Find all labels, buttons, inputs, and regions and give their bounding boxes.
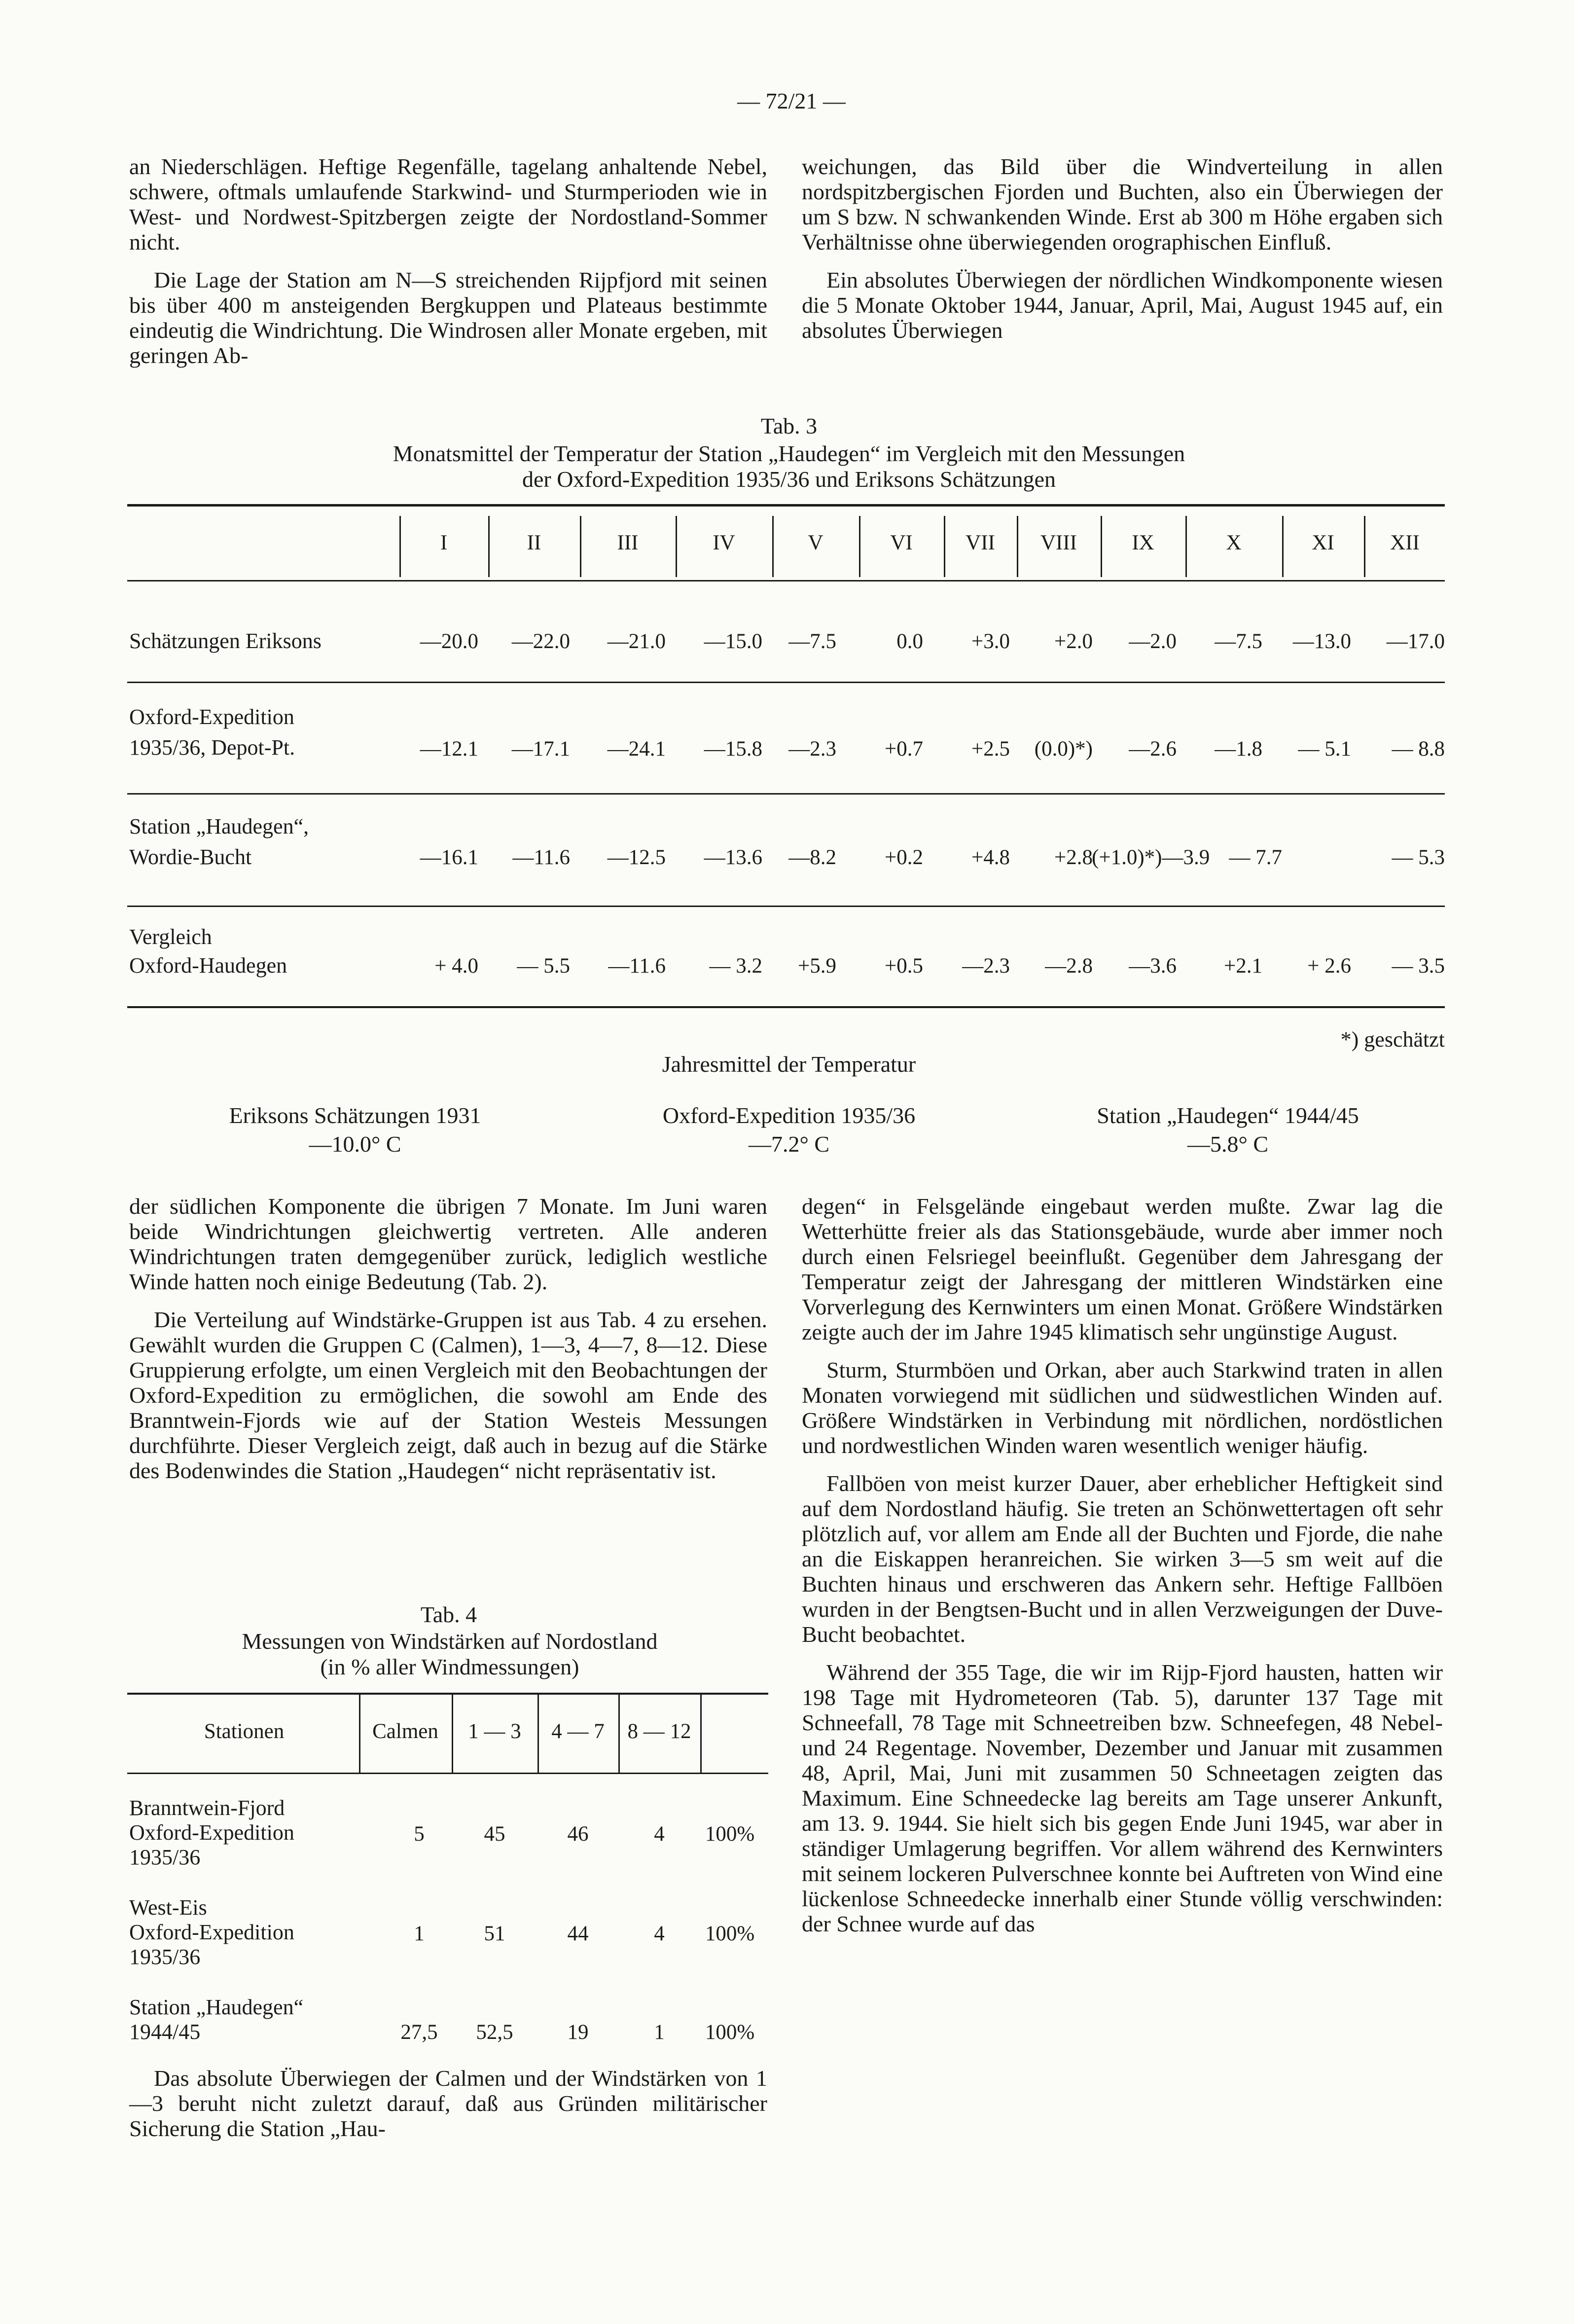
column-header: 8 — 12: [627, 1720, 691, 1743]
table-cell: +0.7: [884, 737, 923, 761]
table-cell: +4.8: [971, 846, 1010, 869]
bottom-left-column-continued: [129, 2066, 767, 2154]
table-cell: + 4.0: [434, 954, 478, 978]
column-header: Stationen: [204, 1720, 285, 1743]
tab4-caption-line1: Messungen von Windstärken auf Nordostland: [242, 1629, 658, 1654]
annual-mean-value: —5.8° C: [1187, 1131, 1269, 1157]
table-cell: — 8.8: [1392, 737, 1445, 761]
annual-mean-value: —7.2° C: [748, 1131, 830, 1157]
tab3-footnote: *) geschätzt: [1340, 1027, 1445, 1052]
tab4-label: Tab. 4: [420, 1602, 477, 1627]
tab3-caption-line1: Monatsmittel der Temperatur der Station „Haudegen“ im Vergleich mit den Messungen: [393, 441, 1185, 466]
table-cell: — 5.1: [1298, 737, 1351, 761]
row-label: 1935/36, Depot-Pt.: [129, 735, 295, 760]
table-cell: 46: [567, 1822, 589, 1846]
table-cell: —1.8: [1215, 737, 1262, 761]
table-cell: 100%: [705, 1922, 755, 1945]
month-header: VIII: [1040, 531, 1077, 554]
table-cell: — 3.2: [709, 954, 762, 978]
row-label: West-Eis: [129, 1895, 207, 1920]
table-cell: —11.6: [512, 846, 570, 869]
month-header: X: [1226, 531, 1242, 554]
month-header: I: [440, 531, 448, 554]
row-label: Oxford-Haudegen: [129, 953, 287, 978]
page-number: — 72/21 —: [737, 88, 846, 113]
table-cell: —16.1: [420, 846, 478, 869]
annual-mean-value: —10.0° C: [309, 1131, 401, 1157]
table-cell: +2.0: [1054, 630, 1093, 653]
table-cell: —21.0: [607, 630, 666, 653]
paragraph: Während der 355 Tage, die wir im Rijp-Fjord hausten, hatten wir 198 Tage mit Hydrometeoren (Tab. 5), darunter 137 Tage mit Schneefall, 78 Tage mit Schneetreiben bzw. Schneefegen, 48 Nebel- und 24 Regentage. November, Dezember und Januar mit zusammen 48, April, Mai, Juni mit zusammen 50 Schneetagen zeigten das Maximum. Eine Schneedecke lag bereits am Tage unserer Ankunft, am 13. 9. 1944. Sie hielt sich bis gegen Ende Juni 1945, war aber in ständiger Umlagerung begriffen. Vor allem während des Kernwinters mit seinem lockeren Pulverschnee konnte bei Auftreten von Wind eine lückenlose Schneedecke innerhalb einer Stunde völlig verschwinden: der Schnee wurde auf das: [802, 1660, 1443, 1936]
row-label: Schätzungen Eriksons: [129, 629, 322, 653]
bottom-right-column: [802, 1194, 1443, 1949]
month-header: V: [808, 531, 823, 554]
table-rule: [127, 504, 1445, 507]
table-cell: —20.0: [420, 630, 478, 653]
table-cell: —15.0: [704, 630, 762, 653]
column-header: 1 — 3: [468, 1720, 521, 1743]
row-label: Oxford-Expedition: [129, 1820, 294, 1845]
column-divider: [700, 1695, 702, 1773]
tab4-caption-line2: (in % aller Windmessungen): [320, 1654, 579, 1679]
table-cell: +0.2: [884, 846, 923, 869]
table-cell: —17.0: [1386, 630, 1445, 653]
top-right-column: [802, 154, 1443, 356]
bottom-left-column: [129, 1194, 767, 1496]
table-cell: — 3.5: [1392, 954, 1445, 978]
table-cell: +3.0: [971, 630, 1010, 653]
table-cell: 100%: [705, 1822, 755, 1846]
table-cell: 27,5: [400, 2021, 438, 2044]
month-header: VII: [966, 531, 995, 554]
table-cell: 5: [414, 1822, 425, 1846]
table-cell: —11.6: [608, 954, 666, 978]
table-cell: + 2.6: [1307, 954, 1351, 978]
month-header: XI: [1312, 531, 1334, 554]
month-header: IV: [713, 531, 735, 554]
table-cell: — 7.7: [1229, 846, 1282, 869]
table-cell: 45: [484, 1822, 505, 1846]
paragraph: degen“ in Felsgelände eingebaut werden mußte. Zwar lag die Wetterhütte freier als das Stationsgebäude, wurde aber immer noch durch einen Felsriegel beeinflußt. Gegenüber dem Jahresgang der Temperatur zeigt der Jahresgang der mittleren Windstärken eine Vorverlegung des Kernwinters um einen Monat. Größere Windstärken zeigte auch der im Jahre 1945 klimatisch sehr ungünstige August.: [802, 1194, 1443, 1344]
annual-mean-name: Eriksons Schätzungen 1931: [229, 1103, 481, 1128]
table-cell: —7.5: [788, 630, 836, 653]
table-cell: —2.0: [1129, 630, 1177, 653]
month-header: II: [527, 531, 541, 554]
paragraph: der südlichen Komponente die übrigen 7 Monate. Im Juni waren beide Windrichtungen gleichwertig vertreten. Alle anderen Windrichtungen traten demgegenüber zurück, lediglich westliche Winde hatten noch einige Bedeutung (Tab. 2).: [129, 1194, 767, 1294]
table-cell: (0.0)*): [1034, 737, 1093, 761]
table-cell: —2.8: [1045, 954, 1093, 978]
table-cell: —24.1: [607, 737, 666, 761]
table-cell: —22.0: [511, 630, 570, 653]
table-rule: [127, 1693, 768, 1695]
paragraph: Die Verteilung auf Windstärke-Gruppen ist aus Tab. 4 zu ersehen. Gewählt wurden die Gruppen C (Calmen), 1—3, 4—7, 8—12. Diese Gruppierung erfolgte, um einen Vergleich mit den Beobachtungen der Oxford-Expedition zu ermöglichen, die sowohl am Ende des Branntwein-Fjords wie auf der Station Westeis Messungen durchführte. Dieser Vergleich zeigt, daß auch in bezug auf die Stärke des Bodenwindes die Station „Haudegen“ nicht repräsentativ ist.: [129, 1307, 767, 1483]
table-cell: —2.6: [1129, 737, 1177, 761]
table-cell: 51: [484, 1922, 505, 1945]
table-cell: —2.3: [788, 737, 836, 761]
table-cell: —2.3: [962, 954, 1010, 978]
top-left-column: [129, 154, 767, 381]
row-label: Oxford-Expedition: [129, 705, 294, 729]
row-label: Wordie-Bucht: [129, 845, 252, 869]
table-rule: [127, 906, 1445, 907]
table-cell: +2.1: [1223, 954, 1262, 978]
table-cell: —12.5: [607, 846, 666, 869]
annual-mean-name: Oxford-Expedition 1935/36: [662, 1103, 916, 1128]
row-label: 1935/36: [129, 1845, 201, 1869]
row-label: Station „Haudegen“,: [129, 814, 309, 838]
row-label: 1935/36: [129, 1945, 201, 1969]
table-cell: 1: [654, 2021, 665, 2044]
paragraph: Fallböen von meist kurzer Dauer, aber erheblicher Heftigkeit sind auf dem Nordostland häufig. Sie treten an Schönwettertagen oft sehr plötzlich auf, vor allem am Ende all der Buchten und Fjorde, die nahe an die Eiskappen heranreichen. Sie wirken 3—5 sm weit auf die Buchten hinaus und erschweren das Ankern sehr. Heftige Fallböen wurden in der Bengtsen-Bucht und in allen Verzweigungen der Duve-Bucht beobachtet.: [802, 1471, 1443, 1647]
table-cell: 52,5: [476, 2021, 513, 2044]
table-cell: —17.1: [511, 737, 570, 761]
row-label: Vergleich: [129, 925, 212, 949]
month-header: VI: [890, 531, 913, 554]
table-cell: 44: [567, 1922, 589, 1945]
row-label: Station „Haudegen“: [129, 1995, 304, 2019]
tab3-caption-line2: der Oxford-Expedition 1935/36 und Eriksons Schätzungen: [522, 467, 1056, 492]
paragraph: Das absolute Überwiegen der Calmen und der Windstärken von 1—3 beruht nicht zuletzt darauf, daß aus Gründen militärischer Sicherung die Station „Hau-: [129, 2066, 767, 2141]
annual-mean-title: Jahresmittel der Temperatur: [662, 1052, 916, 1077]
table-cell: +2.5: [971, 737, 1010, 761]
table-rule: [127, 580, 1445, 581]
month-header: IX: [1132, 531, 1154, 554]
table-cell: —3.6: [1129, 954, 1177, 978]
table-rule: [127, 1006, 1445, 1008]
column-header: 4 — 7: [551, 1720, 605, 1743]
table-cell: —7.5: [1215, 630, 1262, 653]
table-cell: +0.5: [884, 954, 923, 978]
table-cell: 1: [414, 1922, 425, 1945]
paragraph: Ein absolutes Überwiegen der nördlichen Windkomponente wiesen die 5 Monate Oktober 1944, Januar, April, Mai, August 1945 auf, ein absolutes Überwiegen: [802, 267, 1443, 343]
table-cell: —12.1: [420, 737, 478, 761]
table-cell: —8.2: [788, 846, 836, 869]
paragraph: Die Lage der Station am N—S streichenden Rijpfjord mit seinen bis über 400 m ansteigenden Bergkuppen und Plateaus bestimmte eindeutig die Windrichtung. Die Windrosen aller Monate ergeben, mit geringen Ab-: [129, 267, 767, 368]
row-label: Oxford-Expedition: [129, 1920, 294, 1944]
table-cell: — 5.5: [517, 954, 570, 978]
row-label: 1944/45: [129, 2020, 201, 2044]
table-rule: [127, 1773, 768, 1774]
row-label: Branntwein-Fjord: [129, 1796, 285, 1820]
column-header: Calmen: [372, 1720, 438, 1743]
table-rule: [127, 682, 1445, 683]
table-cell: (+1.0)*)—3.9: [1092, 846, 1210, 869]
table-cell: +5.9: [797, 954, 836, 978]
table-cell: — 5.3: [1392, 846, 1445, 869]
table-cell: —13.0: [1292, 630, 1351, 653]
table-cell: —13.6: [704, 846, 762, 869]
annual-mean-name: Station „Haudegen“ 1944/45: [1097, 1103, 1359, 1128]
table-rule: [127, 793, 1445, 795]
paragraph: an Niederschlägen. Heftige Regenfälle, tagelang anhaltende Nebel, schwere, oftmals umlaufende Starkwind- und Sturmperioden wie in West- und Nordwest-Spitzbergen zeigte der Nordostland-Sommer nicht.: [129, 154, 767, 254]
table-cell: 100%: [705, 2021, 755, 2044]
month-header: XII: [1390, 531, 1420, 554]
paragraph: weichungen, das Bild über die Windverteilung in allen nordspitzbergischen Fjorden und Buchten, also ein Überwiegen der um S bzw. N schwankenden Winde. Erst ab 300 m Höhe ergaben sich Verhältnisse ohne überwiegenden orographischen Einfluß.: [802, 154, 1443, 254]
table-cell: —15.8: [704, 737, 762, 761]
table-cell: +2.8: [1054, 846, 1093, 869]
month-header: III: [617, 531, 639, 554]
tab3-label: Tab. 3: [760, 413, 818, 438]
table-cell: 4: [654, 1922, 665, 1945]
table-cell: 19: [567, 2021, 589, 2044]
paragraph: Sturm, Sturmböen und Orkan, aber auch Starkwind traten in allen Monaten vorwiegend mit südlichen und südwestlichen Winden auf. Größere Windstärken in Verbindung mit nördlichen, nordöstlichen und nordwestlichen Winden waren wesentlich weniger häufig.: [802, 1357, 1443, 1458]
table-cell: 0.0: [896, 630, 923, 653]
table-cell: 4: [654, 1822, 665, 1846]
